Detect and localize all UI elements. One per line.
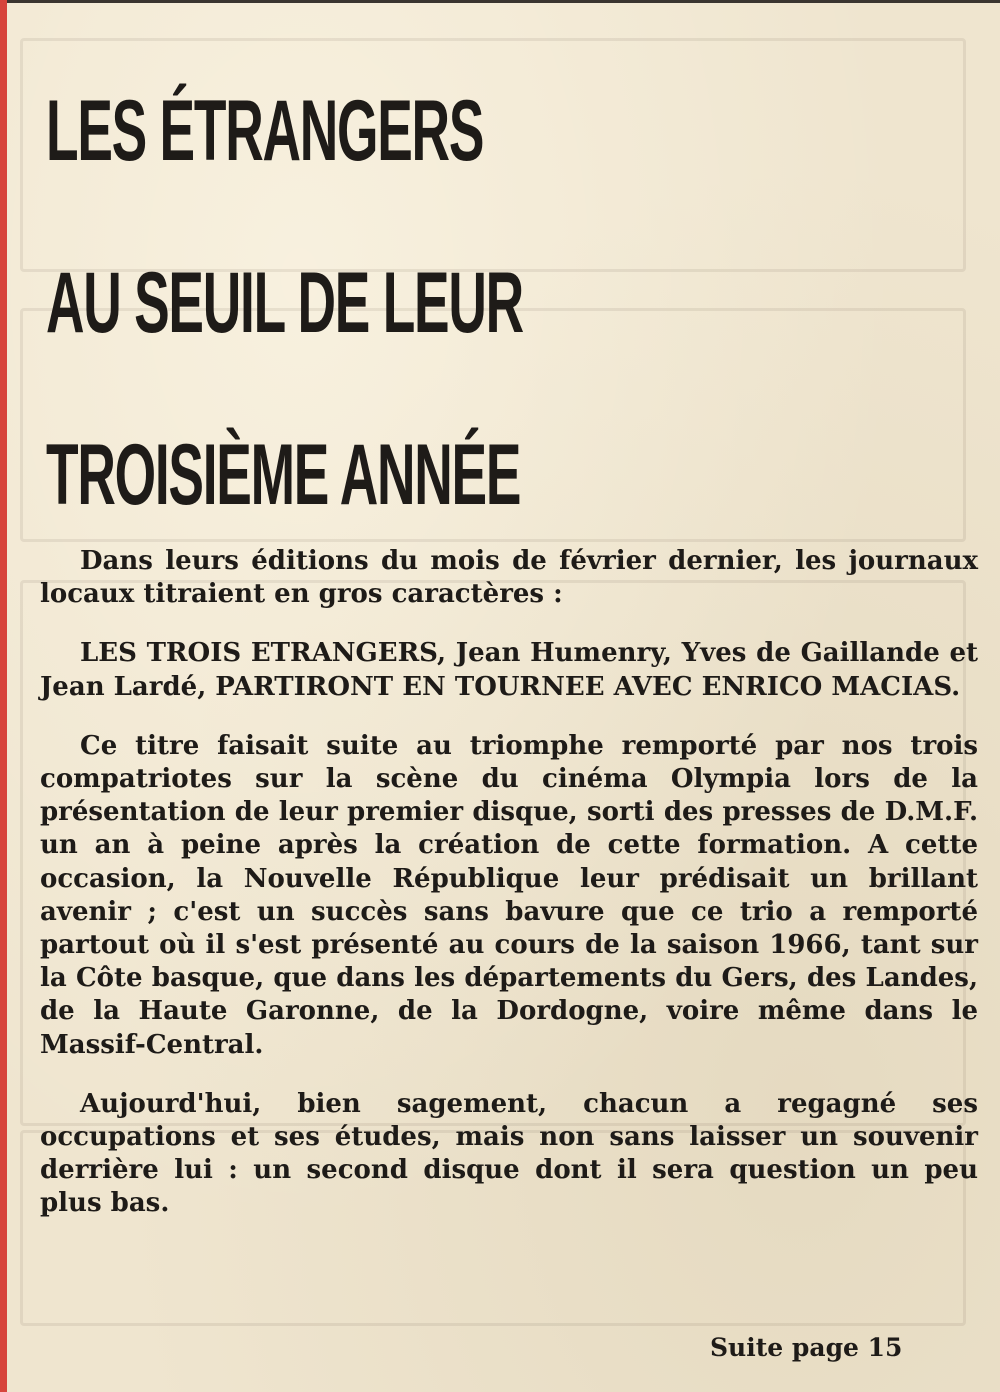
paragraph-intro: Dans leurs éditions du mois de février dernier, les journaux locaux titraient en gros caractères : [40,546,978,610]
headline-line-2: AU SEUIL DE LEUR [46,255,523,351]
continuation-note: Suite page 15 [710,1333,903,1362]
headline-line-1: LES ÉTRANGERS [46,83,484,179]
headline-line-3: TROISIÈME ANNÉE [46,427,521,523]
article-body [40,545,978,1247]
red-margin-rule [0,0,7,1392]
article-headline [46,45,523,561]
paragraph-history: Ce titre faisait suite au triomphe remporté par nos trois compatriotes sur la scène du cinéma Olympia lors de la présentation de leur premier disque, sorti des presses de D.M.F. un an à peine après la création de cette formation. A cette occasion, la Nouvelle République leur prédisait un brillant avenir ; c'est un succès sans bavure que ce trio a remporté partout où il s'est présenté au cours de la saison 1966, tant sur la Côte basque, que dans les départements du Gers, des Landes, de la Haute Garonne, de la Dordogne, voire même dans le Massif-Central. [40,730,978,1060]
top-border-rule [7,0,1000,3]
paragraph-quote: LES TROIS ETRANGERS, Jean Humenry, Yves de Gaillande et Jean Lardé, PARTIRONT EN TOURNEE AVEC ENRICO MACIAS. [40,638,978,702]
paragraph-today: Aujourd'hui, bien sagement, chacun a regagné ses occupations et ses études, mais non sans laisser un souvenir derrière lui : un second disque dont il sera question un peu plus bas. [40,1088,978,1219]
